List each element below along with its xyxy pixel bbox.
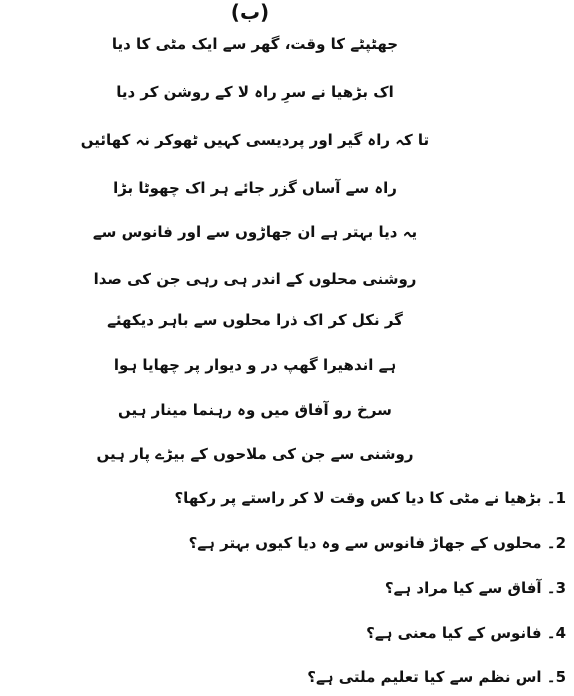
poem-line-5: یہ دیا بہتر ہے ان جھاڑوں سے اور فانوس سے (92, 223, 418, 241)
poem-line-1: جھٹپٹے کا وقت، گھر سے ایک مٹی کا دیا (111, 35, 399, 53)
question-3: 3۔ آفاق سے کیا مراد ہے؟ (384, 579, 566, 597)
poem-line-6: روشنی محلوں کے اندر ہی رہی جن کی صدا (93, 270, 417, 288)
question-5: 5۔ اس نظم سے کیا تعلیم ملتی ہے؟ (307, 668, 566, 686)
question-2: 2۔ محلوں کے جھاڑ فانوس سے وہ دیا کیوں بہتر ہے؟ (188, 534, 566, 552)
poem-line-10: روشنی سے جن کی ملاحوں کے بیڑے پار ہیں (96, 445, 414, 463)
poem-line-2: اک بڑھیا نے سرِ راہ لا کے روشن کر دیا (116, 83, 394, 101)
question-4: 4۔ فانوس کے کیا معنی ہے؟ (366, 624, 566, 642)
poem-line-3: تا کہ راہ گیر اور پردیسی کہیں ٹھوکر نہ کھائیں (80, 131, 430, 149)
poem-line-7: گر نکل کر اک ذرا محلوں سے باہر دیکھئے (107, 311, 403, 329)
poem-line-9: سرخ رو آفاق میں وہ رہنما مینار ہیں (118, 401, 392, 419)
poem-line-8: ہے اندھیرا گھپ در و دیوار پر چھایا ہوا (113, 356, 397, 374)
question-1: 1۔ بڑھیا نے مٹی کا دیا کس وقت لا کر راستے پر رکھا؟ (174, 489, 566, 507)
section-heading: (ب) (230, 0, 270, 24)
poem-line-4: راہ سے آساں گزر جائے ہر اک چھوٹا بڑا (113, 179, 397, 197)
